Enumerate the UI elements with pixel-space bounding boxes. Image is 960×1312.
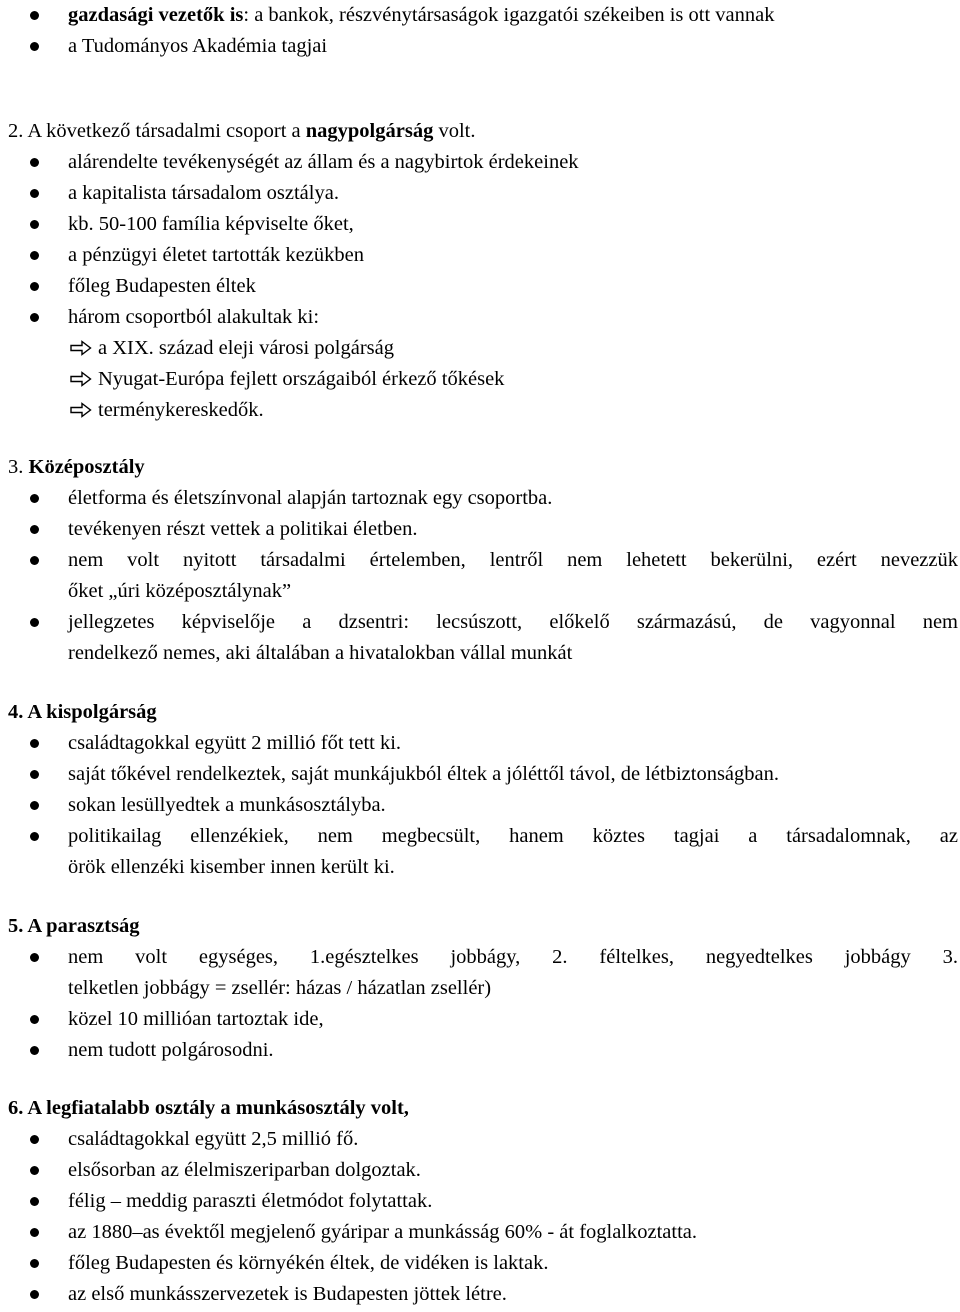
intro-list bbox=[0, 0, 958, 62]
list-item: főleg Budapesten és környékén éltek, de vidéken is laktak. bbox=[0, 1248, 958, 1279]
list-item: politikailag ellenzékiek, nem megbecsült, hanem köztes tagjai a társadalomnak, az bbox=[0, 821, 958, 852]
sub-list-item: terménykereskedők. bbox=[0, 395, 958, 426]
section-kispolgarsag bbox=[0, 697, 958, 883]
bullet-icon bbox=[30, 1135, 39, 1144]
arrow-right-icon bbox=[70, 340, 92, 356]
list-item: három csoportból alakultak ki: bbox=[0, 302, 958, 333]
list-item: elsősorban az élelmiszeriparban dolgoztak. bbox=[0, 1155, 958, 1186]
list-item-continuation: őket „úri középosztálynak” bbox=[68, 580, 292, 602]
list-item: saját tőkével rendelkeztek, saját munkájukból éltek a jóléttől távol, de létbiztonságban. bbox=[0, 759, 958, 790]
section-heading: 3. Középosztály bbox=[8, 456, 145, 478]
bullet-icon bbox=[30, 832, 39, 841]
sub-list-item: a XIX. század eleji városi polgárság bbox=[0, 333, 958, 364]
arrow-right-icon bbox=[70, 371, 92, 387]
list-item-continuation: rendelkező nemes, aki általában a hivatalokban vállal munkát bbox=[68, 642, 573, 664]
list-item: életforma és életszínvonal alapján tartoznak egy csoportba. bbox=[0, 483, 958, 514]
section-nagypolgarsag bbox=[0, 116, 958, 426]
list-item: gazdasági vezetők is: a bankok, részvénytársaságok igazgatói székeiben is ott vannak bbox=[0, 0, 958, 31]
bullet-icon bbox=[30, 801, 39, 810]
list-item: az első munkásszervezetek is Budapesten jöttek létre. bbox=[0, 1279, 958, 1310]
bullet-icon bbox=[30, 11, 39, 20]
bullet-icon bbox=[30, 189, 39, 198]
bullet-icon bbox=[30, 313, 39, 322]
list-item-continuation: telketlen jobbágy = zsellér: házas / házatlan zsellér) bbox=[68, 977, 492, 999]
emphasis: gazdasági vezetők is bbox=[68, 4, 244, 26]
bullet-icon bbox=[30, 1228, 39, 1237]
bullet-icon bbox=[30, 770, 39, 779]
list-item: kb. 50-100 família képviselte őket, bbox=[0, 209, 958, 240]
list-item: családtagokkal együtt 2,5 millió fő. bbox=[0, 1124, 958, 1155]
list-item: a pénzügyi életet tartották kezükben bbox=[0, 240, 958, 271]
bullet-icon bbox=[30, 1197, 39, 1206]
bullet-icon bbox=[30, 556, 39, 565]
bullet-icon bbox=[30, 1259, 39, 1268]
bullet-icon bbox=[30, 494, 39, 503]
bullet-icon bbox=[30, 739, 39, 748]
bullet-icon bbox=[30, 1290, 39, 1299]
section-heading: 5. A parasztság bbox=[8, 915, 140, 937]
list-item: jellegzetes képviselője a dzsentri: lecsúszott, előkelő származású, de vagyonnal nem bbox=[0, 607, 958, 638]
section-heading: 6. A legfiatalabb osztály a munkásosztály volt, bbox=[8, 1097, 409, 1119]
section-parasztsag bbox=[0, 911, 958, 1066]
section-heading: 4. A kispolgárság bbox=[8, 701, 157, 723]
list-item: főleg Budapesten éltek bbox=[0, 271, 958, 302]
list-item: a Tudományos Akadémia tagjai bbox=[0, 31, 958, 62]
list-item: az 1880–as évektől megjelenő gyáripar a munkásság 60% - át foglalkoztatta. bbox=[0, 1217, 958, 1248]
section-kozeposztaly bbox=[0, 452, 958, 669]
list-item: félig – meddig paraszti életmódot folytattak. bbox=[0, 1186, 958, 1217]
bullet-icon bbox=[30, 618, 39, 627]
sub-list-item: Nyugat-Európa fejlett országaiból érkező tőkések bbox=[0, 364, 958, 395]
list-item: sokan lesüllyedtek a munkásosztályba. bbox=[0, 790, 958, 821]
bullet-icon bbox=[30, 953, 39, 962]
list-item: a kapitalista társadalom osztálya. bbox=[0, 178, 958, 209]
bullet-icon bbox=[30, 282, 39, 291]
bullet-icon bbox=[30, 158, 39, 167]
list-item: közel 10 millióan tartoztak ide, bbox=[0, 1004, 958, 1035]
section-heading: 2. A következő társadalmi csoport a nagypolgárság volt. bbox=[8, 120, 476, 142]
list-item: nem volt egységes, 1.egésztelkes jobbágy, 2. féltelkes, negyedtelkes jobbágy 3. bbox=[0, 942, 958, 973]
section-munkasosztaly bbox=[0, 1093, 958, 1310]
bullet-icon bbox=[30, 42, 39, 51]
bullet-icon bbox=[30, 220, 39, 229]
list-item: alárendelte tevékenységét az állam és a nagybirtok érdekeinek bbox=[0, 147, 958, 178]
bullet-icon bbox=[30, 1046, 39, 1055]
list-item: nem tudott polgárosodni. bbox=[0, 1035, 958, 1066]
list-item: nem volt nyitott társadalmi értelemben, lentről nem lehetett bekerülni, ezért nevezzük bbox=[0, 545, 958, 576]
list-item: családtagokkal együtt 2 millió főt tett ki. bbox=[0, 728, 958, 759]
bullet-icon bbox=[30, 1015, 39, 1024]
list-item-continuation: örök ellenzéki kisember innen került ki. bbox=[68, 856, 395, 878]
bullet-icon bbox=[30, 1166, 39, 1175]
bullet-icon bbox=[30, 525, 39, 534]
arrow-right-icon bbox=[70, 402, 92, 418]
bullet-icon bbox=[30, 251, 39, 260]
list-item: tevékenyen részt vettek a politikai életben. bbox=[0, 514, 958, 545]
